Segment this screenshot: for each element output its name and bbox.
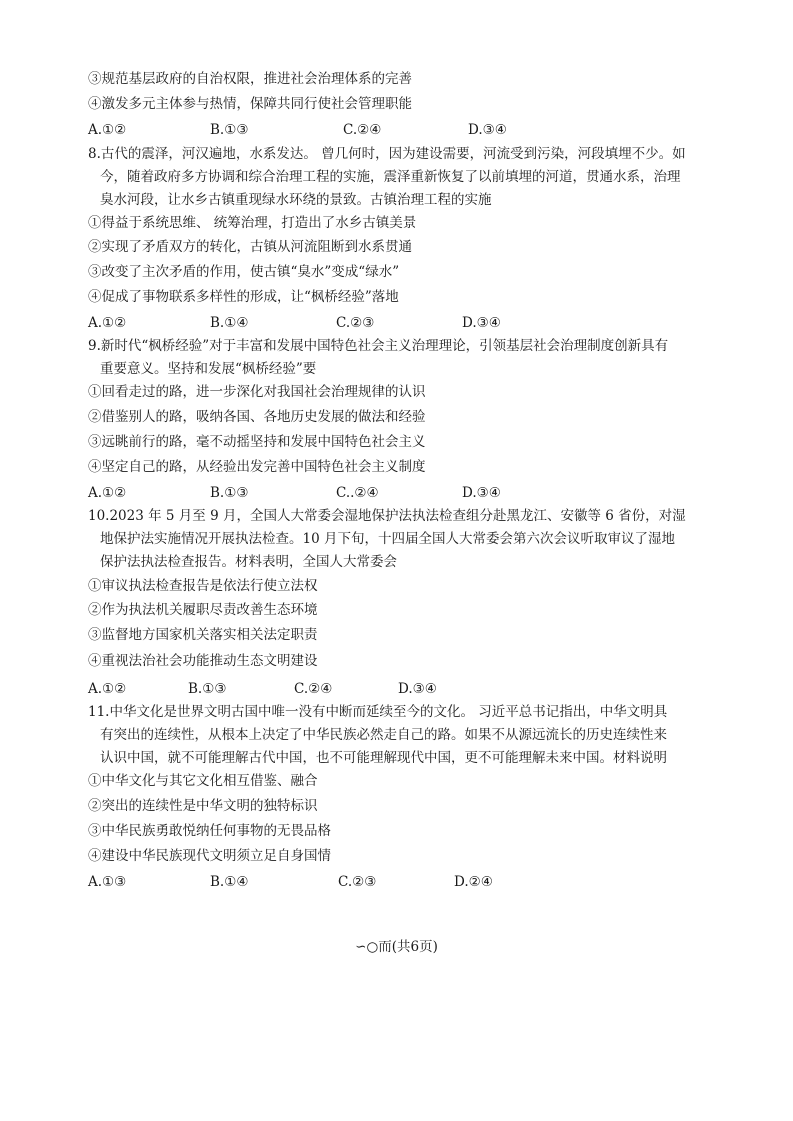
q7-item-3: ③规范基层政府的自治权限，推进社会治理体系的完善 xyxy=(88,71,412,87)
q11-item-4: ④建设中华民族现代文明须立足自身国情 xyxy=(88,848,331,864)
q8-stem-line-2: 今，随着政府多方协调和综合治理工程的实施，震泽重新恢复了以前填埋的河道，贯通水系，治理 xyxy=(100,169,681,185)
q7-option-c: C.②④ xyxy=(343,122,382,138)
q10-option-d: D.③④ xyxy=(398,681,437,697)
q8-option-a: A.①② xyxy=(88,315,127,331)
q10-stem-line-2: 地保护法实施情况开展执法检查。10 月下旬，十四届全国人大常委会第六次会议听取审议了湿地 xyxy=(100,531,675,547)
q8-item-4: ④促成了事物联系多样性的形成，让“枫桥经验”落地 xyxy=(88,289,399,305)
q10-stem-line-1: 10.2023 年 5 月至 9 月，全国人大常委会湿地保护法执法检查组分赴黑龙江、安徽等 6 省份，对湿 xyxy=(88,508,686,524)
q11-stem-line-1: 11.中华文化是世界文明古国中唯一没有中断而延续至今的文化。 习近平总书记指出，中华文明具 xyxy=(88,704,668,720)
q9-stem-line-1: 9.新时代“枫桥经验”对于丰富和发展中国特色社会主义治理理论，引领基层社会治理制度创新具有 xyxy=(88,338,669,354)
q11-stem-line-2: 有突出的连续性，从根本上决定了中华民族必然走自己的路。如果不从源远流长的历史连续性来 xyxy=(100,727,667,743)
q7-option-b: B.①③ xyxy=(210,122,249,138)
q10-stem-line-3: 保护法执法检查报告。材料表明，全国人大常委会 xyxy=(100,554,397,570)
q11-stem-line-3: 认识中国，就不可能理解古代中国，也不可能理解现代中国，更不可能理解未来中国。材料说明 xyxy=(100,750,667,766)
page-footer: ∽○而(共6页) xyxy=(355,939,438,955)
q7-option-a: A.①② xyxy=(88,122,127,138)
q10-option-a: A.①② xyxy=(88,681,127,697)
q10-item-3: ③监督地方国家机关落实相关法定职责 xyxy=(88,627,318,643)
q10-item-4: ④重视法治社会功能推动生态文明建设 xyxy=(88,653,318,669)
q8-item-1: ①得益于系统思维、 统筹治理，打造出了水乡古镇美景 xyxy=(88,215,417,231)
q8-item-3: ③改变了主次矛盾的作用，使古镇“臭水”变成“绿水” xyxy=(88,264,400,280)
q8-stem-line-3: 臭水河段，让水乡古镇重现绿水环绕的景致。古镇治理工程的实施 xyxy=(100,192,492,208)
q11-option-d: D.②④ xyxy=(454,874,493,890)
q11-option-b: B.①④ xyxy=(210,874,249,890)
q9-item-3: ③远眺前行的路，毫不动摇坚持和发展中国特色社会主义 xyxy=(88,434,426,450)
q7-item-4: ④激发多元主体参与热情，保障共同行使社会管理职能 xyxy=(88,96,412,112)
q10-option-c: C.②④ xyxy=(294,681,333,697)
q11-option-c: C.②③ xyxy=(338,874,377,890)
q9-item-2: ②借鉴别人的路，吸纳各国、各地历史发展的做法和经验 xyxy=(88,409,426,425)
q9-stem-line-2: 重要意义。坚持和发展“枫桥经验”要 xyxy=(100,361,317,377)
q11-item-1: ①中华文化与其它文化相互借鉴、融合 xyxy=(88,773,318,789)
q11-option-a: A.①③ xyxy=(88,874,127,890)
q8-option-b: B.①④ xyxy=(210,315,249,331)
q8-item-2: ②实现了矛盾双方的转化，古镇从河流阻断到水系贯通 xyxy=(88,239,412,255)
q8-option-c: C.②③ xyxy=(336,315,375,331)
q10-item-2: ②作为执法机关履职尽责改善生态环境 xyxy=(88,602,318,618)
q9-option-d: D.③④ xyxy=(462,485,501,501)
q9-option-c: C..②④ xyxy=(336,485,379,501)
q9-option-b: B.①③ xyxy=(210,485,249,501)
q8-option-d: D.③④ xyxy=(462,315,501,331)
q10-item-1: ①审议执法检查报告是依法行使立法权 xyxy=(88,578,318,594)
q11-item-2: ②突出的连续性是中华文明的独特标识 xyxy=(88,798,318,814)
q7-option-d: D.③④ xyxy=(468,122,507,138)
q8-stem-line-1: 8.古代的震泽，河汉遍地，水系发达。 曾几何时，因为建设需要，河流受到污染，河段填埋不少。如 xyxy=(88,146,686,162)
q9-item-1: ①回看走过的路，进一步深化对我国社会治理规律的认识 xyxy=(88,384,426,400)
q9-option-a: A.①② xyxy=(88,485,127,501)
q10-option-b: B.①③ xyxy=(188,681,227,697)
q9-item-4: ④坚定自己的路，从经验出发完善中国特色社会主义制度 xyxy=(88,459,426,475)
q11-item-3: ③中华民族勇敢悦纳任何事物的无畏品格 xyxy=(88,823,331,839)
